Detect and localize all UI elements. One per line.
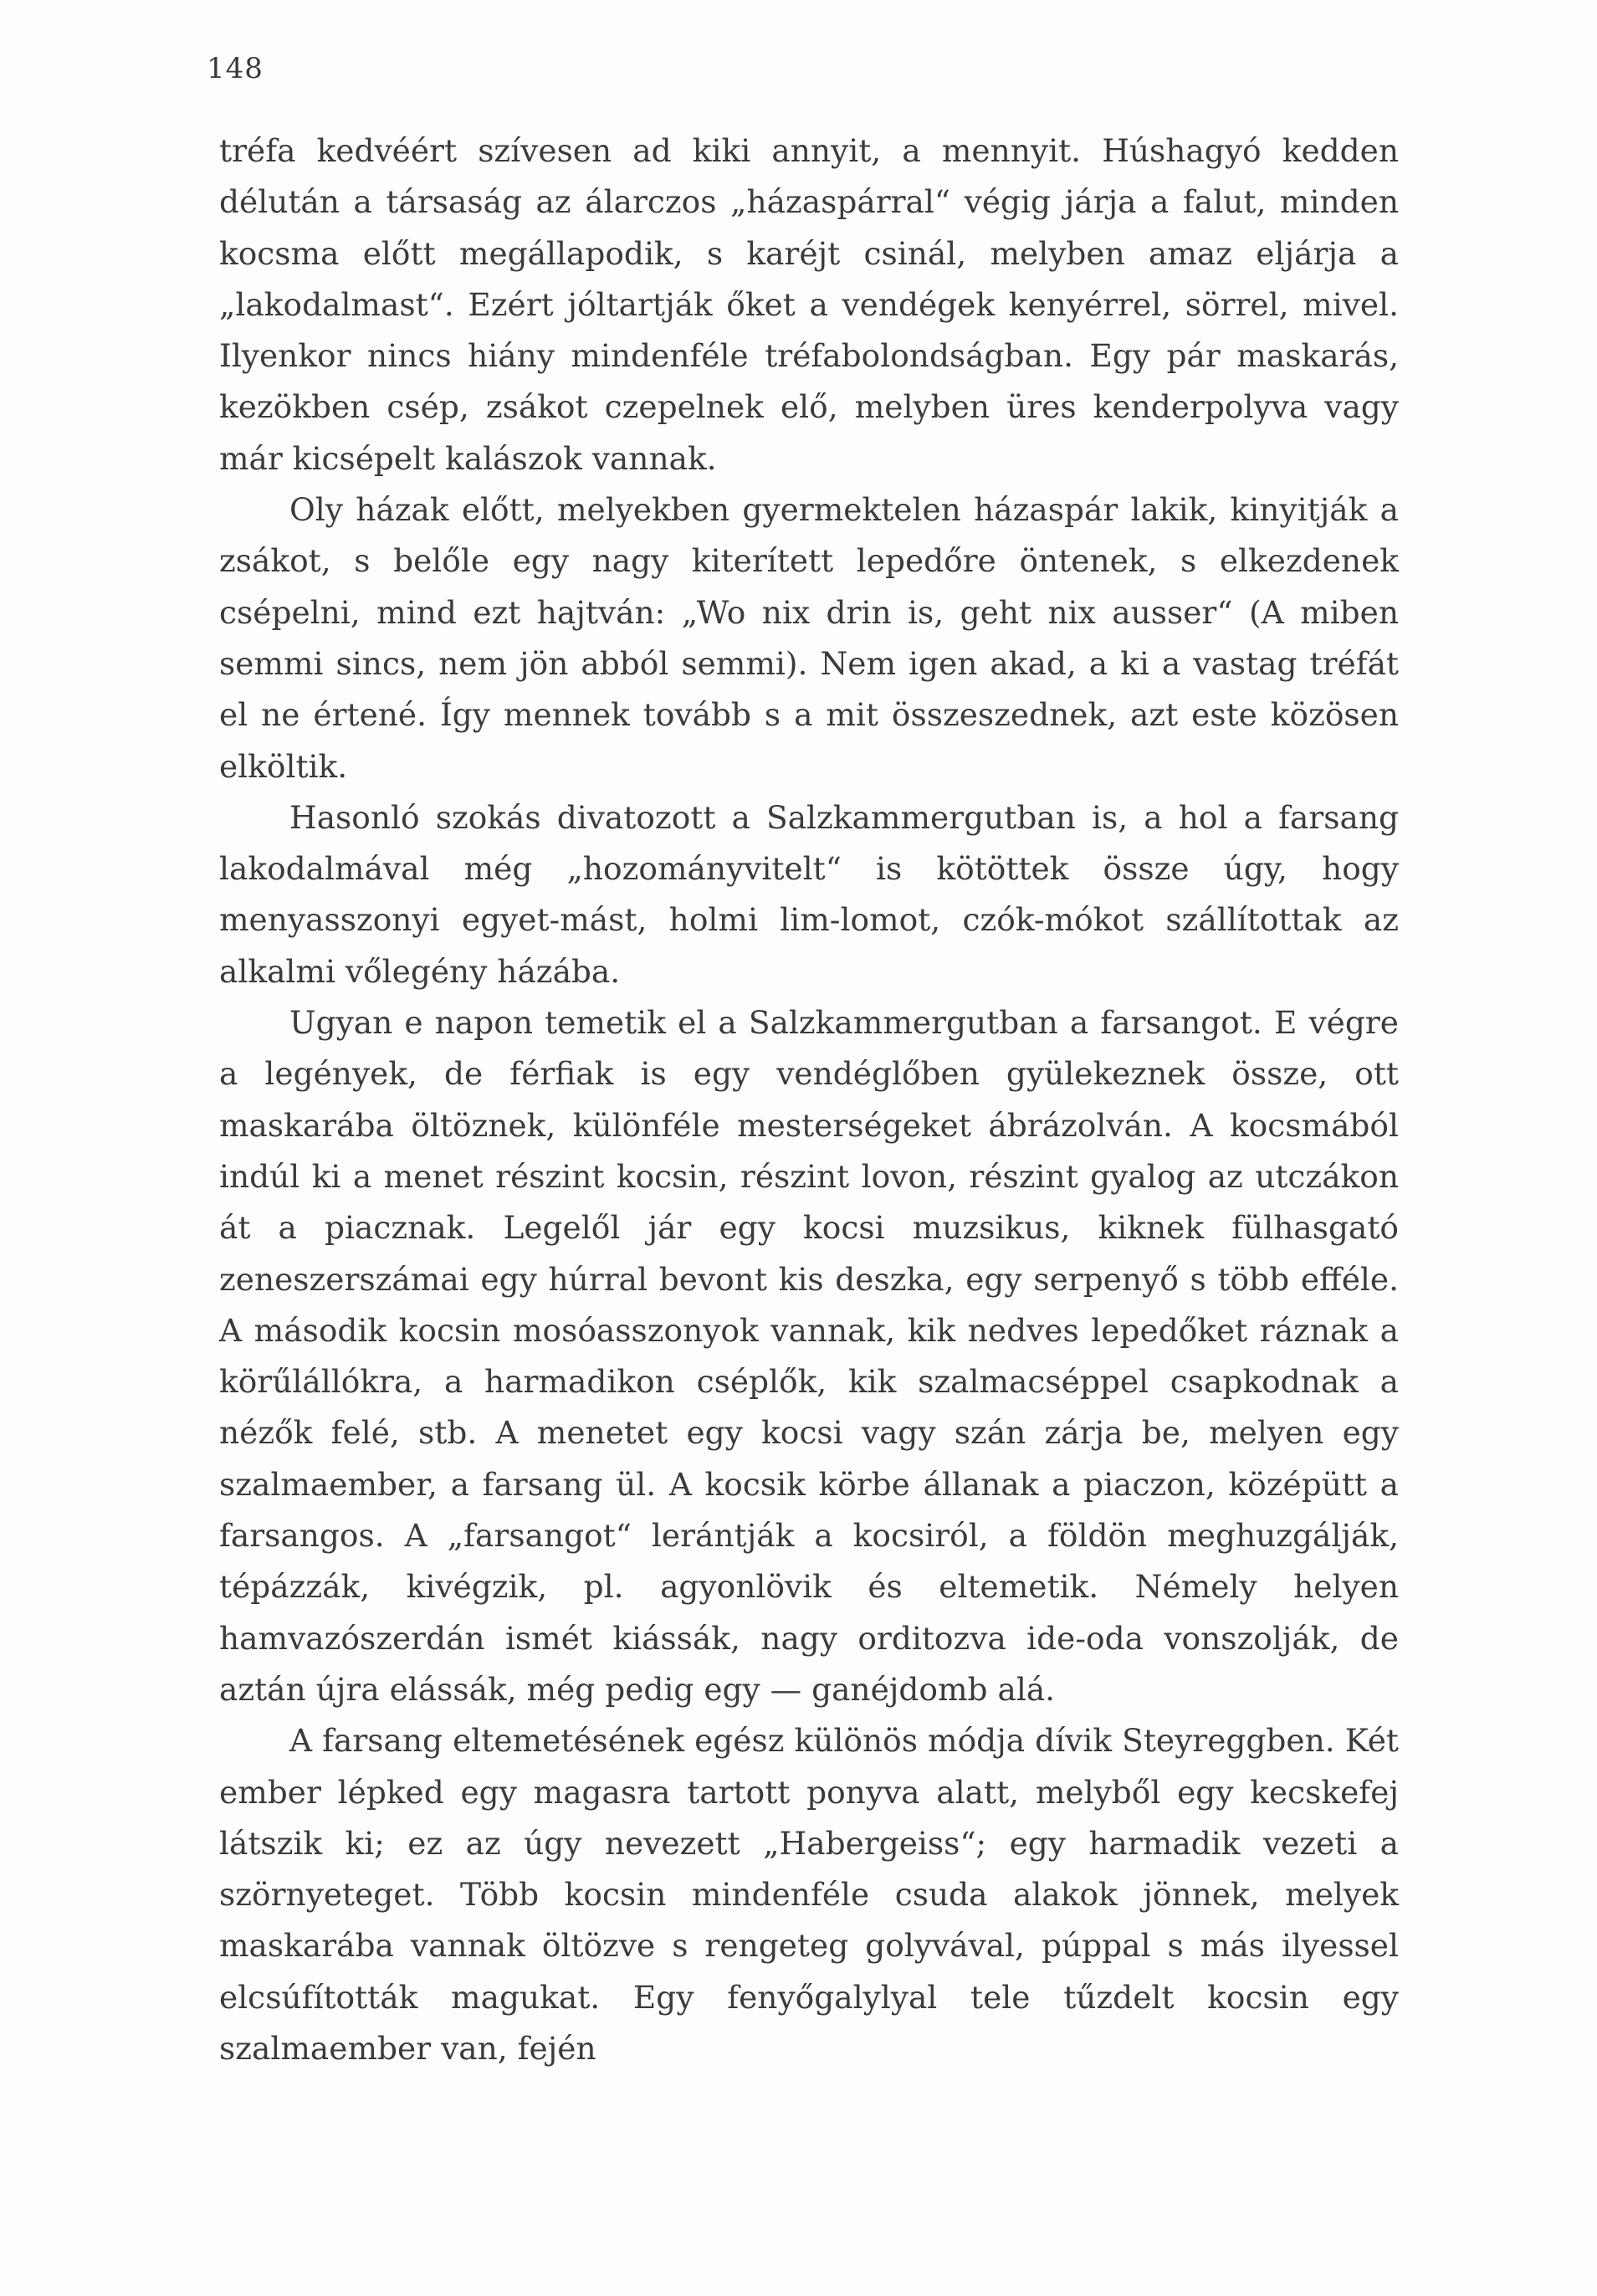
paragraph: tréfa kedvéért szívesen ad kiki annyit, a mennyit. Húshagyó kedden délután a társaság az álarczos „házaspárral“ végig járja a falut, minden kocsma előtt megállapodik, s karéjt csinál, melyben amaz eljárja a „lakodalmast“. Ezért jóltartják őket a vendégek kenyérrel, sörrel, mivel. Ilyenkor nincs hiány mindenféle tréfabolondságban. Egy pár maskarás, kezökben csép, zsákot czepelnek elő, melyben üres kenderpolyva vagy már kicsépelt kalászok vannak.: [219, 132, 1399, 477]
page-number: 148: [207, 52, 264, 85]
paragraph: A farsang eltemetésének egész különös módja dívik Steyreggben. Két ember lépked egy magasra tartott ponyva alatt, melyből egy kecskefej látszik ki; ez az úgy nevezett „Habergeiss“; egy harmadik vezeti a szörnyeteget. Több kocsin mindenféle csuda alakok jönnek, melyek maskarába vannak öltözve s rengeteg golyvával, púppal s más ilyessel elcsúfították magukat. Egy fenyőgalylyal tele tűzdelt kocsin egy szalmaember van, fején: [219, 1722, 1399, 2067]
paragraph: Hasonló szokás divatozott a Salzkammergutban is, a hol a farsang lakodalmával még „hozományvitelt“ is kötöttek össze úgy, hogy menyasszonyi egyet-mást, holmi lim-lomot, czók-mókot szállítottak az alkalmi vőlegény házába.: [219, 798, 1399, 990]
paragraph: Oly házak előtt, melyekben gyermektelen házaspár lakik, kinyitják a zsákot, s belőle egy nagy kiterített lepedőre öntenek, s elkezdenek csépelni, mind ezt hajtván: „Wo nix drin is, geht nix ausser“ (A miben semmi sincs, nem jön abból semmi). Nem igen akad, a ki a vastag tréfát el ne értené. Így mennek tovább s a mit összeszednek, azt este közösen elköltik.: [219, 491, 1399, 785]
body-text: [219, 126, 1399, 2074]
paragraph: Ugyan e napon temetik el a Salzkammergutban a farsangot. E végre a legények, de férfiak is egy vendéglőben gyülekeznek össze, ott maskarába öltöznek, különféle mesterségeket ábrázolván. A kocsmából indúl ki a menet részint kocsin, részint lovon, részint gyalog az utczákon át a piacznak. Legelől jár egy kocsi muzsikus, kiknek fülhasgató zeneszerszámai egy húrral bevont kis deszka, egy serpenyő s több efféle. A második kocsin mosóasszonyok vannak, kik nedves lepedőket ráznak a körűlállókra, a harmadikon cséplők, kik szalmacséppel csapkodnak a nézők felé, stb. A menetet egy kocsi vagy szán zárja be, melyen egy szalmaember, a farsang ül. A kocsik körbe állanak a piaczon, középütt a farsangos. A „farsangot“ lerántják a kocsiról, a földön meghuzgálják, tépázzák, kivégzik, pl. agyonlövik és eltemetik. Némely helyen hamvazószerdán ismét kiássák, nagy orditozva ide-oda vonszolják, de aztán újra elássák, még pedig egy — ganéjdomb alá.: [219, 1004, 1399, 1708]
